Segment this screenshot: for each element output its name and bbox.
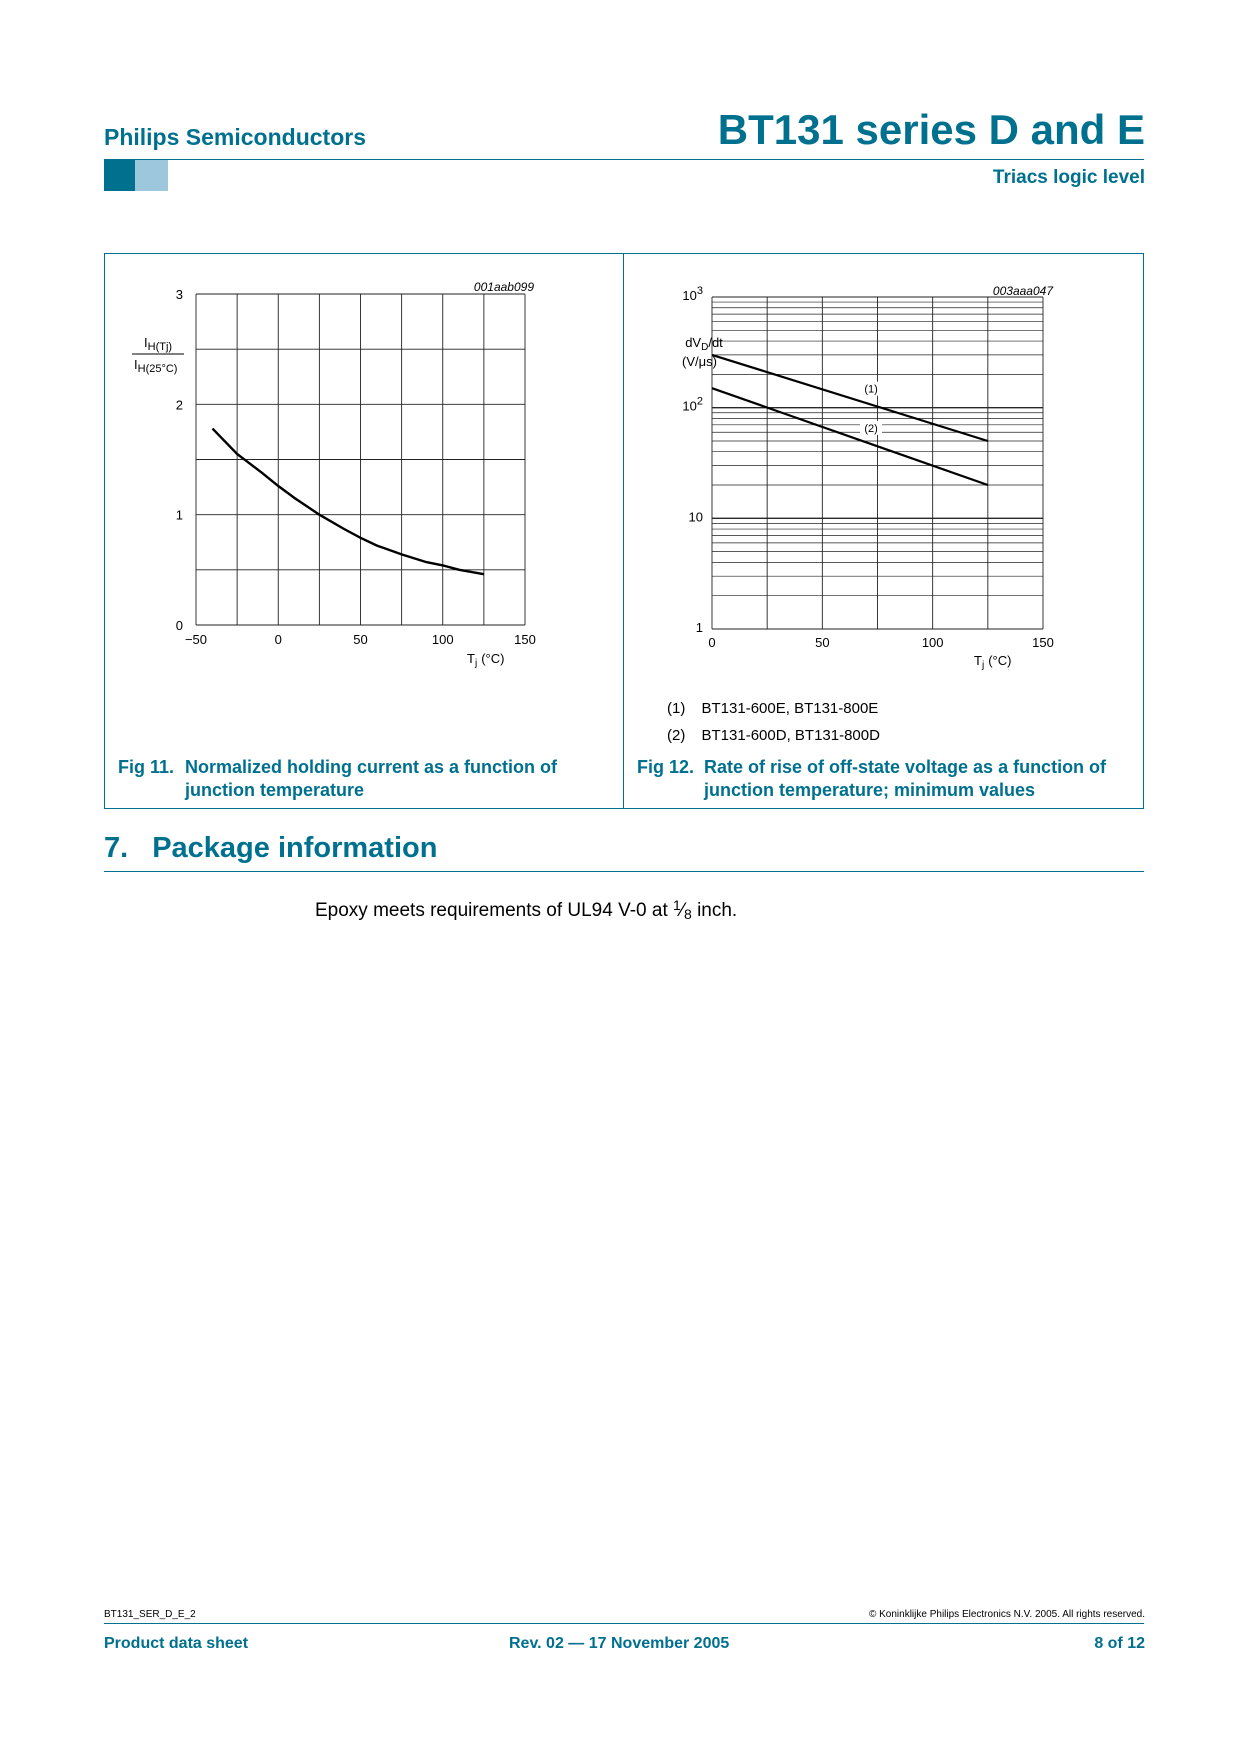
fig11-caption-label: Fig 11. [118, 757, 175, 777]
footer-doc-id: BT131_SER_D_E_2 [104, 1609, 196, 1620]
fig11-caption-line2: junction temperature [185, 780, 365, 800]
brand-square-light [135, 160, 168, 191]
fig12-code: 003aaa047 [992, 284, 1053, 298]
footer-revision: Rev. 02 — 17 November 2005 [509, 1635, 730, 1652]
fig11-caption-line1: Normalized holding current as a function of [185, 757, 558, 777]
fig11-code: 001aab099 [473, 280, 534, 294]
fig12-ylabel-line1: $dV_D/dt$ [685, 335, 723, 353]
fig12-y-tick-label: 10 [688, 509, 703, 525]
section-rule [104, 871, 1144, 872]
fig12-caption-label: Fig 12. [637, 757, 695, 777]
fig11-y-tick-label: 0 [175, 618, 183, 633]
legend-text-1: BT131-600E, BT131-800E [701, 700, 879, 717]
section-title: Package information [152, 832, 438, 864]
fig12-series-line-2 [712, 388, 988, 485]
legend-text-2: BT131-600D, BT131-800D [701, 727, 880, 744]
fig12-x-tick-label: 50 [815, 635, 830, 650]
fig12-caption-line2: junction temperature; minimum values [704, 780, 1036, 800]
company-name: Philips Semiconductors [104, 124, 366, 150]
brand-square-dark [104, 160, 135, 191]
section-heading [104, 832, 437, 865]
fraction-numerator: 1 [673, 897, 681, 913]
fig12-caption-line1: Rate of rise of off-state voltage as a function of [704, 757, 1107, 777]
fig11-x-ticks [185, 632, 536, 647]
fig12-series-line-1 [712, 355, 988, 441]
fig12-chart [624, 253, 1143, 693]
fig11-y-tick-label: 1 [175, 507, 183, 523]
fig11-x-tick-label: 150 [514, 632, 536, 647]
fig11-x-tick-label: 0 [274, 632, 282, 647]
legend-key-2: (2) [667, 727, 686, 744]
document-title: BT131 series D and E [717, 106, 1145, 153]
fig11-y-tick-label: 3 [175, 287, 183, 302]
fig12-y-tick-label: 1 [695, 620, 703, 635]
document-subtitle: Triacs logic level [992, 167, 1145, 188]
fraction-denominator: 8 [684, 906, 692, 922]
fig11-ylabel-denominator: $I_{H(25^\circ C)}$ [134, 357, 178, 375]
fig12-xlabel: $T_j$ (°C) [974, 653, 1012, 671]
fig12-legend-item-2 [667, 727, 880, 744]
fig12-series-label-2: (2) [864, 422, 878, 435]
fig12-x-tick-label: 150 [1032, 635, 1054, 650]
header-rule [104, 159, 1144, 160]
fig11-y-tick-label: 2 [175, 397, 183, 413]
footer-doc-type: Product data sheet [104, 1635, 249, 1652]
fig12-x-tick-label: 100 [921, 635, 944, 650]
footer-rule [104, 1623, 1144, 1624]
fig12-legend-item-1 [667, 700, 878, 717]
fig12-y-tick-label: $10^3$ [682, 285, 703, 303]
fig11-chart [104, 253, 623, 693]
fig11-xlabel: $T_j$ (°C) [467, 651, 505, 669]
fig12-caption [637, 756, 1106, 802]
package-text: Epoxy meets requirements of UL94 V-0 at $^1$⁄8 inch. [315, 897, 738, 922]
footer-page: 8 of 12 [1094, 1635, 1145, 1652]
fig11-x-tick-label: 100 [431, 632, 454, 647]
fig12-x-ticks [708, 635, 1053, 650]
fig12-grid [712, 297, 1043, 629]
fig12-ylabel-line2: (V/μs) [682, 354, 717, 369]
fig11-y-ticks [176, 287, 183, 633]
legend-key-1: (1) [667, 700, 686, 717]
fig12-series-label-1: (1) [864, 383, 878, 396]
fig11-x-tick-label: 50 [353, 632, 368, 647]
fig12-y-tick-label: $10^2$ [682, 395, 703, 414]
footer-copyright: © Koninklijke Philips Electronics N.V. 2005. All rights reserved. [868, 1609, 1145, 1620]
fig11-ylabel-numerator: $I_{H(Tj)}$ [144, 335, 173, 353]
fig11-x-tick-label: −50 [184, 632, 208, 647]
fig11-caption [118, 756, 557, 802]
section-number: 7. [104, 832, 129, 864]
fig12-x-tick-label: 0 [708, 635, 716, 650]
